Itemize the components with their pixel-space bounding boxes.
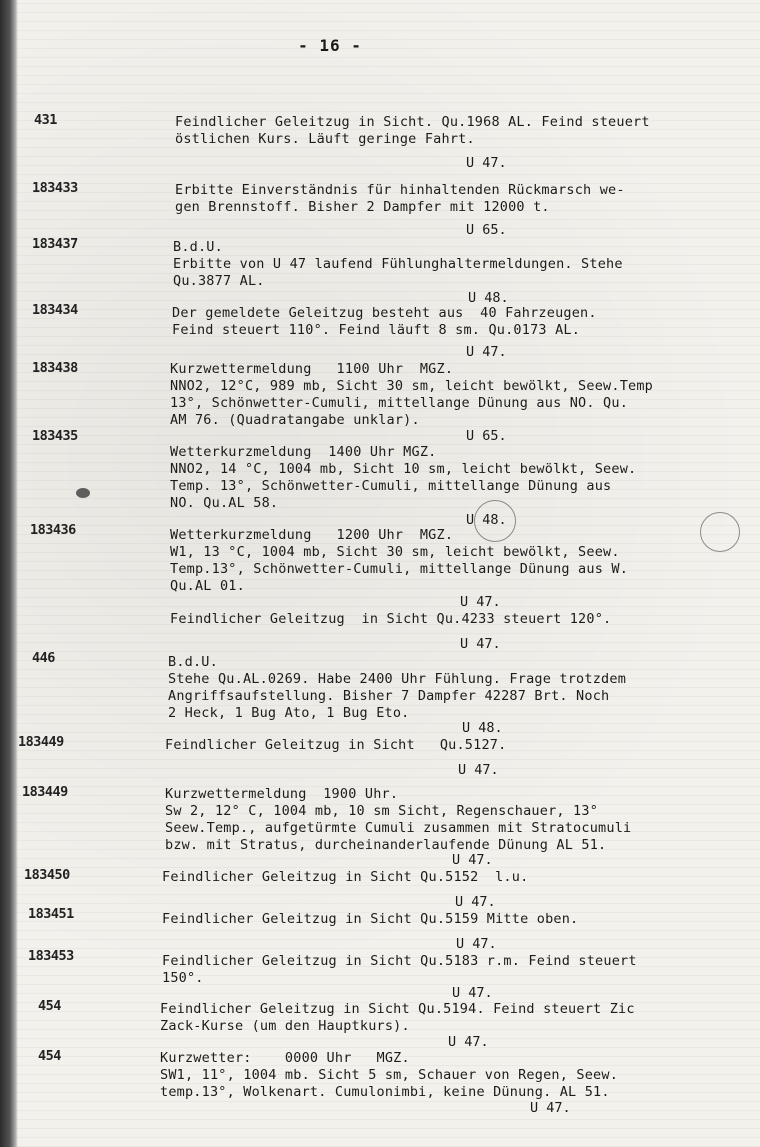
entry-id: 183433 [32, 180, 78, 196]
entry-text-line: gen Brennstoff. Bisher 2 Dampfer mit 12000 t. [175, 199, 550, 215]
entry-text-line: Seew.Temp., aufgetürmte Cumuli zusammen mit Stratocumuli [165, 820, 632, 836]
entry-text-line: 150°. [162, 970, 204, 986]
entry-text-line: Wetterkurzmeldung 1200 Uhr MGZ. [170, 527, 454, 543]
ink-stain [76, 488, 90, 498]
entry-id: 446 [32, 650, 55, 666]
entry-id: 431 [34, 112, 57, 128]
entry-text-line: 13°, Schönwetter-Cumuli, mittellange Dünung aus NO. Qu. [170, 395, 629, 411]
entry-id: 183437 [32, 236, 78, 252]
entry-text-line: Feindlicher Geleitzug in Sicht. Qu.1968 AL. Feind steuert [175, 114, 650, 130]
entry-sender: U 47. [452, 852, 493, 868]
entry-sender: U 48. [462, 720, 503, 736]
entry-id: 454 [38, 998, 61, 1014]
entry-sender: U 47. [456, 936, 497, 952]
entry-text-line: Kurzwettermeldung 1900 Uhr. [165, 786, 399, 802]
entry-text-line: NNO2, 14 °C, 1004 mb, Sicht 10 sm, leicht bewölkt, Seew. [170, 461, 637, 477]
entry-text-line: Feindlicher Geleitzug in Sicht Qu.5183 r.m. Feind steuert [162, 953, 637, 969]
paper-ring-mark [700, 512, 740, 552]
entry-text-line: Erbitte von U 47 laufend Fühlunghaltermeldungen. Stehe [173, 256, 623, 272]
entry-text-line: Feindlicher Geleitzug in Sicht Qu.5127. [165, 737, 507, 753]
entry-sender: U 47. [530, 1100, 571, 1116]
entry-text-line: NNO2, 12°C, 989 mb, Sicht 30 sm, leicht bewölkt, Seew.Temp [170, 378, 654, 394]
binding-edge [0, 0, 18, 1147]
entry-sender: U 47. [452, 985, 493, 1001]
entry-sender: U 48. [468, 290, 509, 306]
page-number: - 16 - [298, 36, 362, 55]
entry-id: 183451 [28, 906, 74, 922]
entry-id: 183438 [32, 360, 78, 376]
entry-text-line: W1, 13 °C, 1004 mb, Sicht 30 sm, leicht bewölkt, Seew. [170, 544, 620, 560]
entry-text-line: östlichen Kurs. Läuft geringe Fahrt. [175, 131, 475, 147]
entry-sender: U 47. [466, 155, 507, 171]
entry-sender: U 47. [455, 894, 496, 910]
entry-id: 183434 [32, 302, 78, 318]
entry-id: 183435 [32, 428, 78, 444]
entry-id: 454 [38, 1048, 61, 1064]
entry-text-line: Angriffsaufstellung. Bisher 7 Dampfer 42287 Brt. Noch [168, 688, 610, 704]
entry-text-line: Erbitte Einverständnis für hinhaltenden Rückmarsch we- [175, 182, 625, 198]
entry-sender: U 48. [466, 512, 507, 528]
entry-text-line: Feindlicher Geleitzug in Sicht Qu.5194. Feind steuert Zic [160, 1001, 635, 1017]
entry-text-line: 2 Heck, 1 Bug Ato, 1 Bug Eto. [168, 705, 410, 721]
paper-ring-mark [474, 500, 516, 542]
entry-text-line: Feindlicher Geleitzug in Sicht Qu.4233 steuert 120°. [170, 611, 612, 627]
entry-text-line: Kurzwettermeldung 1100 Uhr MGZ. [170, 361, 454, 377]
entry-text-line: AM 76. (Quadratangabe unklar). [170, 412, 420, 428]
entry-text-line: Temp.13°, Schönwetter-Cumuli, mittellange Dünung aus W. [170, 561, 629, 577]
entry-text-line: Temp. 13°, Schönwetter-Cumuli, mittellange Dünung aus [170, 478, 612, 494]
entry-text-line: Stehe Qu.AL.0269. Habe 2400 Uhr Fühlung. Frage trotzdem [168, 671, 627, 687]
entry-id: 183436 [30, 522, 76, 538]
entry-sender: U 47. [448, 1034, 489, 1050]
entry-text-line: NO. Qu.AL 58. [170, 495, 279, 511]
entry-text-line: SW1, 11°, 1004 mb. Sicht 5 sm, Schauer von Regen, Seew. [160, 1067, 619, 1083]
entry-text-line: Kurzwetter: 0000 Uhr MGZ. [160, 1050, 410, 1066]
entry-id: 183453 [28, 948, 74, 964]
entry-text-line: Qu.3877 AL. [173, 273, 265, 289]
entry-text-line: Sw 2, 12° C, 1004 mb, 10 sm Sicht, Regenschauer, 13° [165, 803, 599, 819]
entry-text-line: Der gemeldete Geleitzug besteht aus 40 Fahrzeugen. [172, 305, 597, 321]
entry-id: 183449 [22, 784, 68, 800]
entry-text-line: Feindlicher Geleitzug in Sicht Qu.5159 Mitte oben. [162, 911, 579, 927]
entry-id: 183449 [18, 734, 64, 750]
entry-id: 183450 [24, 867, 70, 883]
entry-text-line: Wetterkurzmeldung 1400 Uhr MGZ. [170, 444, 437, 460]
entry-text-line: Feind steuert 110°. Feind läuft 8 sm. Qu.0173 AL. [172, 322, 581, 338]
entry-text-line: B.d.U. [168, 654, 218, 670]
entry-sender: U 47. [460, 594, 501, 610]
entry-sender: U 47. [466, 344, 507, 360]
entry-text-line: bzw. mit Stratus, durcheinanderlaufende Dünung AL 51. [165, 837, 607, 853]
entry-sender: U 47. [460, 636, 501, 652]
entry-sender: U 47. [458, 762, 499, 778]
entry-text-line: B.d.U. [173, 239, 223, 255]
entry-text-line: Qu.AL 01. [170, 578, 245, 594]
entry-sender: U 65. [466, 428, 507, 444]
entry-text-line: Zack-Kurse (um den Hauptkurs). [160, 1018, 410, 1034]
entry-text-line: temp.13°, Wolkenart. Cumulonimbi, keine Dünung. AL 51. [160, 1084, 610, 1100]
entry-sender: U 65. [466, 222, 507, 238]
entry-text-line: Feindlicher Geleitzug in Sicht Qu.5152 l.u. [162, 869, 529, 885]
